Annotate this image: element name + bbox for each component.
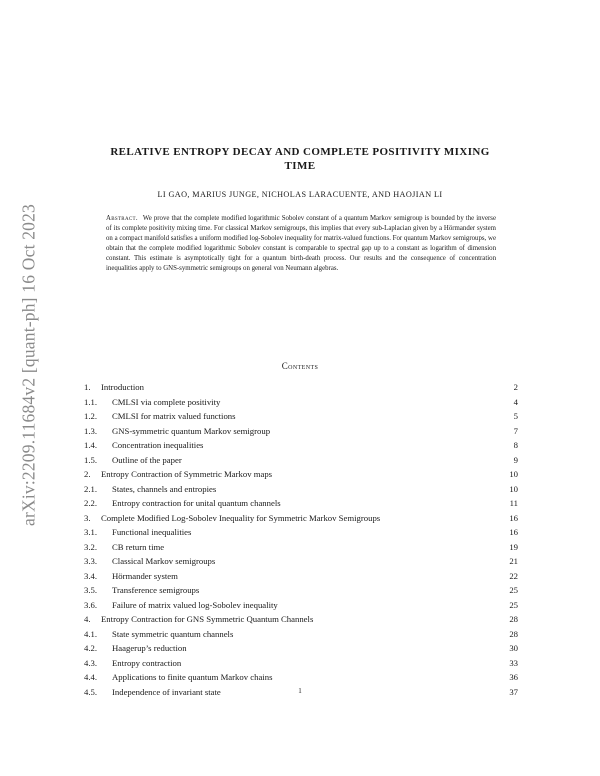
toc-entry[interactable]: [84, 641, 518, 656]
arxiv-identifier-text: arXiv:2209.11684v2 [quant-ph] 16 Oct 2023: [18, 203, 39, 527]
toc-entry[interactable]: [84, 409, 518, 424]
toc-entry-number: 4.5.: [84, 686, 98, 697]
toc-entry-page: 8: [513, 440, 518, 450]
table-of-contents: [84, 380, 518, 699]
paper-title-line-1: RELATIVE ENTROPY DECAY AND COMPLETE POSITIVITY MIXING: [110, 146, 490, 158]
toc-entry-label: Hörmander system: [112, 570, 178, 581]
arxiv-identifier-sidebar: [18, 180, 40, 550]
toc-entry-label: CMLSI for matrix valued functions: [112, 411, 236, 421]
toc-entry-label: GNS-symmetric quantum Markov semigroup: [112, 425, 271, 436]
toc-entry-label: Entropy contraction: [112, 657, 182, 668]
toc-entry-number: 1.: [84, 382, 91, 392]
toc-entry-label: CMLSI via complete positivity: [112, 396, 221, 407]
page-number: 1: [298, 687, 302, 695]
contents-heading: Contents: [281, 361, 319, 371]
paper-title-line-2: TIME: [284, 160, 316, 172]
toc-entry-page: 19: [509, 541, 518, 552]
toc-entry-number: 3.6.: [84, 599, 98, 610]
toc-entry-number: 3.1.: [84, 527, 98, 537]
toc-entry[interactable]: [84, 525, 518, 540]
toc-entry-page: 16: [509, 527, 518, 537]
toc-entry-label: CB return time: [112, 541, 165, 552]
toc-entry-label: Entropy Contraction for GNS Symmetric Quantum Channels: [101, 614, 314, 624]
toc-entry-page: 10: [509, 483, 518, 494]
toc-entry[interactable]: [84, 540, 518, 555]
toc-entry[interactable]: [84, 467, 518, 482]
toc-entry[interactable]: [84, 627, 518, 642]
toc-entry-page: 9: [513, 454, 518, 465]
toc-entry-page: 37: [509, 686, 518, 697]
toc-entry[interactable]: [84, 554, 518, 569]
toc-entry[interactable]: [84, 583, 518, 598]
toc-entry-label: States, channels and entropies: [112, 483, 217, 494]
toc-entry-label: Transference semigroups: [112, 585, 200, 595]
toc-entry-page: 28: [509, 628, 518, 639]
toc-entry-number: 4.: [84, 614, 91, 624]
abstract-heading: Abstract.: [106, 215, 138, 222]
toc-entry-number: 1.3.: [84, 425, 98, 436]
toc-entry-number: 3.2.: [84, 541, 98, 552]
toc-entry-page: 11: [509, 498, 518, 508]
toc-entry-label: Concentration inequalities: [112, 440, 204, 450]
toc-entry-number: 3.: [84, 512, 91, 523]
toc-entry[interactable]: [84, 424, 518, 439]
toc-entry-label: Independence of invariant state: [112, 686, 221, 697]
toc-entry-number: 3.4.: [84, 570, 98, 581]
toc-entry-label: Complete Modified Log-Sobolev Inequality for Symmetric Markov Semigroups: [101, 512, 381, 523]
toc-entry-page: 21: [509, 556, 518, 566]
toc-entry[interactable]: [84, 496, 518, 511]
paper-authors: LI GAO, MARIUS JUNGE, NICHOLAS LARACUENTE, AND HAOJIAN LI: [157, 190, 443, 199]
toc-entry-label: Classical Markov semigroups: [112, 556, 216, 566]
toc-entry-page: 30: [509, 643, 518, 653]
toc-entry-page: 10: [509, 469, 518, 479]
toc-entry-page: 5: [513, 411, 518, 421]
toc-entry[interactable]: [84, 438, 518, 453]
toc-entry-label: Entropy Contraction of Symmetric Markov maps: [101, 469, 273, 479]
toc-entry-number: 3.3.: [84, 556, 98, 566]
toc-entry-number: 1.1.: [84, 396, 98, 407]
toc-entry[interactable]: [84, 598, 518, 613]
toc-entry-number: 1.2.: [84, 411, 98, 421]
toc-entry[interactable]: [84, 612, 518, 627]
toc-entry-page: 25: [509, 585, 518, 595]
toc-entry[interactable]: [84, 569, 518, 584]
toc-entry[interactable]: [84, 670, 518, 685]
toc-entry-page: 4: [513, 396, 518, 407]
toc-entry-number: 1.4.: [84, 440, 98, 450]
toc-entry[interactable]: [84, 511, 518, 526]
toc-entry-number: 2.1.: [84, 483, 98, 494]
toc-entry-label: Failure of matrix valued log-Sobolev inequality: [112, 599, 278, 610]
toc-entry-number: 4.3.: [84, 657, 98, 668]
toc-entry-number: 4.2.: [84, 643, 98, 653]
toc-entry-label: Functional inequalities: [112, 527, 192, 537]
toc-entry[interactable]: [84, 395, 518, 410]
toc-entry-number: 2.: [84, 469, 91, 479]
toc-entry-number: 2.2.: [84, 498, 98, 508]
toc-entry-label: Applications to finite quantum Markov chains: [112, 672, 273, 682]
toc-entry-label: Introduction: [101, 382, 144, 392]
toc-entry-label: State symmetric quantum channels: [112, 628, 234, 639]
toc-entry[interactable]: [84, 482, 518, 497]
toc-entry-label: Entropy contraction for unital quantum channels: [112, 498, 281, 508]
toc-entry-page: 28: [509, 614, 518, 624]
toc-entry[interactable]: [84, 453, 518, 468]
paper-title: [80, 145, 520, 173]
toc-entry[interactable]: [84, 656, 518, 671]
toc-entry-number: 1.5.: [84, 454, 98, 465]
toc-entry-page: 33: [509, 657, 518, 668]
toc-entry-label: Outline of the paper: [112, 454, 182, 465]
toc-entry-page: 16: [509, 512, 518, 523]
toc-entry-page: 7: [513, 425, 518, 436]
toc-entry-page: 36: [509, 672, 518, 682]
toc-entry-page: 22: [509, 570, 518, 581]
toc-entry-number: 3.5.: [84, 585, 98, 595]
toc-entry-label: Haagerup’s reduction: [112, 643, 187, 653]
abstract: [106, 214, 496, 274]
toc-entry-page: 2: [513, 382, 518, 392]
toc-entry-number: 4.4.: [84, 672, 98, 682]
toc-entry-number: 4.1.: [84, 628, 98, 639]
abstract-text: We prove that the complete modified logarithmic Sobolev constant of a quantum Markov semigroup is bounded by the inverse of its complete positivity mixing time. For classical Markov semigroups, this implies that every sub-Laplacian given by a Hörmander system on a compact manifold satisfies a uniform modified log-Sobolev inequality for matrix-valued functions. For quantum Markov semigroups, we obtain that the complete modified logarithmic Sobolev constant is comparable to spectral gap up to a constant as logarithm of dimension constant. This estimate is asymptotically tight for a quantum birth-death process. Our results and the consequence of concentration inequalities apply to GNS-symmetric semigroups on general von Neumann algebras.: [106, 215, 496, 272]
toc-entry[interactable]: [84, 380, 518, 395]
toc-entry-page: 25: [509, 599, 518, 610]
